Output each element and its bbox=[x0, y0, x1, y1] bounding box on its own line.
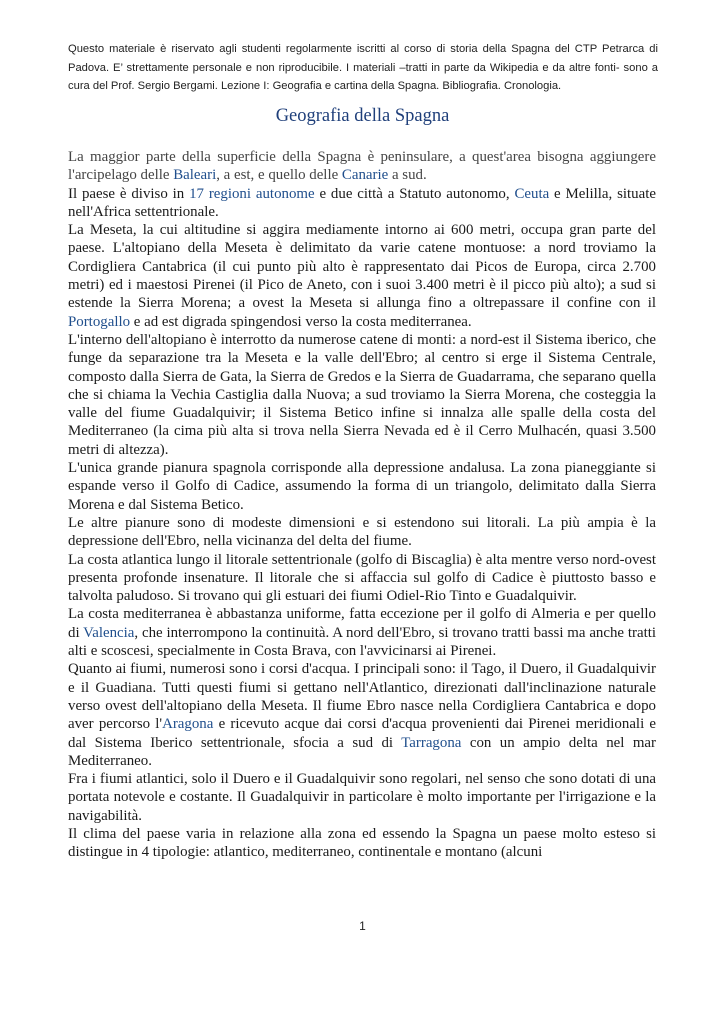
paragraph: Le altre pianure sono di modeste dimensioni e si estendono sui litorali. La più ampia è la depressione dell'Ebro, nella vicinanza del delta del fiume. bbox=[68, 514, 656, 550]
link-valencia[interactable]: Valencia bbox=[83, 624, 135, 641]
link-portogallo[interactable]: Portogallo bbox=[68, 313, 131, 330]
link-regioni-autonome[interactable]: 17 regioni autonome bbox=[189, 185, 315, 202]
paragraph: Il clima del paese varia in relazione alla zona ed essendo la Spagna un paese molto esteso si distingue in 4 tipologie: atlantico, mediterraneo, continentale e montano (alcuni bbox=[68, 825, 656, 861]
link-tarragona[interactable]: Tarragona bbox=[401, 734, 462, 751]
paragraph: Quanto ai fiumi, numerosi sono i corsi d'acqua. I principali sono: il Tago, il Duero, il Guadalquivir e il Guadiana. Tutti questi fiumi si gettano nell'Atlantico, direzionati dall'inclinazione naturale verso ovest dell'altopiano della Meseta. Il fiume Ebro nasce nella Cordigliera Cantabrica e dopo aver percorso l'Aragona e ricevuto acque dai corsi d'acqua provenienti dai Pirenei meridionali e dal Sistema Iberico settentrionale, sfocia a sud di Tarragona con un ampio delta nel mar Mediterraneo. bbox=[68, 661, 657, 769]
paragraph: La Meseta, la cui altitudine si aggira mediamente intorno ai 600 metri, occupa gran parte del paese. L'altopiano della Meseta è delimitato da varie catene montuose: a nord troviamo la Cordigliera Cantabrica (il cui punto più alto è rappresentato dai Picos de Europa, circa 2.700 metri) ed i maestosi Pirenei (il Pico de Aneto, con i suoi 3.400 metri è il picco più alto); a sud si estende la Sierra Morena; a ovest la Meseta si allunga fino a oltrepassare il confine con il Portogallo e ad est digrada spingendosi verso la costa mediterranea. bbox=[68, 222, 656, 330]
paragraph: La costa mediterranea è abbastanza uniforme, fatta eccezione per il golfo di Almeria e per quello di Valencia, che interrompono la continuità. A nord dell'Ebro, si trovano tratti bassi ma anche tratti alti e scoscesi, specialmente in Costa Brava, con l'avvicinarsi ai Pirenei. bbox=[68, 606, 656, 660]
paragraph: L'interno dell'altopiano è interrotto da numerose catene di monti: a nord-est il Sistema iberico, che funge da separazione tra la Meseta e la valle dell'Ebro; al centro si erge il Sistema Centrale, composto dalla Sierra de Gata, la Sierra de Gredos e la Sierra de Guadarrama, che separano quella che si chiama la Vechia Castiglia dalla Nuova; a sud troviamo la Sierra Morena, che costeggia la valle del fiume Guadalquivir; il Sistema Betico infine si innalza alle spalle della costa del Mediterraneo (la cima più alta si trova nella Sierra Nevada ed è il Cerro Mulhacén, quasi 3.500 metri di altezza). bbox=[68, 331, 656, 458]
link-aragona[interactable]: Aragona bbox=[162, 716, 214, 733]
paragraph: La maggior parte della superficie della Spagna è peninsulare, a quest'area bisogna aggiungere l'arcipelago delle Baleari, a est, e quello delle Canarie a sud. bbox=[68, 149, 656, 184]
link-ceuta[interactable]: Ceuta bbox=[514, 185, 550, 202]
link-baleari[interactable]: Baleari bbox=[173, 167, 217, 184]
paragraph: La costa atlantica lungo il litorale settentrionale (golfo di Biscaglia) è alta mentre verso nord-ovest presenta profonde insenature. Il litorale che si affaccia sul golfo di Cadice è piuttosto basso e talvolta paludoso. Si trovano qui gli estuari dei fiumi Odiel-Rio Tinto e Guadalquivir. bbox=[68, 551, 656, 605]
link-canarie[interactable]: Canarie bbox=[341, 167, 389, 184]
page-number: 1 bbox=[359, 919, 366, 933]
page-header-note: Questo materiale è riservato agli studenti regolarmente iscritti al corso di storia della Spagna del CTP Petrarca di Padova. E’ strettamente personale e non riproducibile. I materiali –tratti in parte da Wikipedia e da altre fonti- sono a cura del Prof. Sergio Bergami. Lezione I: Geografia e cartina della Spagna. Bibliografia. Cronologia. bbox=[68, 43, 658, 92]
page-title: Geografia della Spagna bbox=[275, 106, 450, 126]
paragraph: L'unica grande pianura spagnola corrisponde alla depressione andalusa. La zona pianeggiante si espande verso il Golfo di Cadice, assumendo la forma di un triangolo, delimitato dalla Sierra Morena e dal Sistema Betico. bbox=[68, 460, 656, 513]
document-body bbox=[68, 148, 656, 862]
paragraph: Fra i fiumi atlantici, solo il Duero e il Guadalquivir sono regolari, nel senso che sono dotati di una portata notevole e costante. Il Guadalquivir in particolare è molto importante per l'irrigazione e la navigabilità. bbox=[68, 771, 656, 824]
paragraph: Il paese è diviso in 17 regioni autonome e due città a Statuto autonomo, Ceuta e Melilla, situate nell'Africa settentrionale. bbox=[68, 185, 656, 220]
